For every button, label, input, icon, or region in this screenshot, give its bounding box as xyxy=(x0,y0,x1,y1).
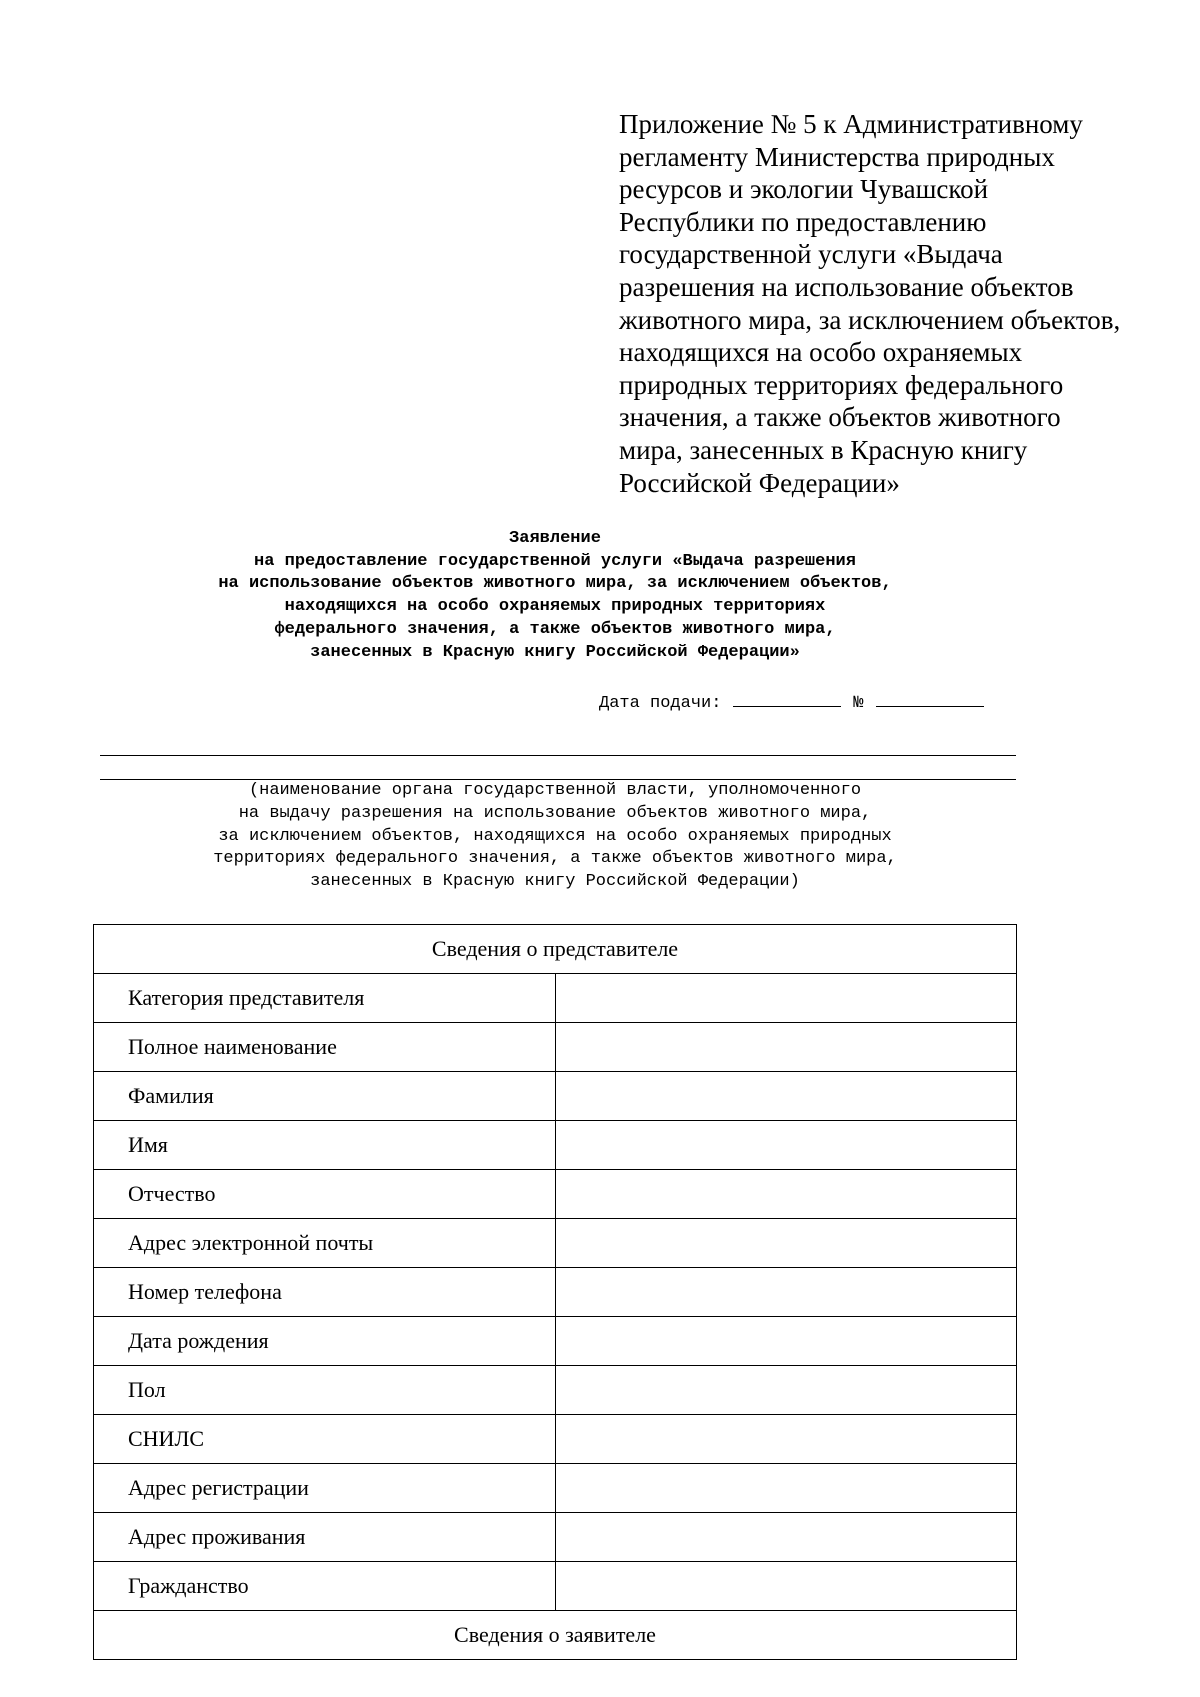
appendix-line: находящихся на особо охраняемых xyxy=(619,337,1023,368)
appendix-line: природных территориях федерального xyxy=(619,369,1064,400)
section-header-row xyxy=(94,1611,1017,1660)
field-label: Фамилия xyxy=(94,1072,556,1121)
field-label: СНИЛС xyxy=(94,1415,556,1464)
field-label: Полное наименование xyxy=(94,1023,556,1072)
appendix-line: регламенту Министерства природных xyxy=(619,141,1055,172)
submission-date-line xyxy=(599,690,984,715)
caption-line: (наименование органа государственной власти, уполномоченного xyxy=(248,781,862,800)
appendix-line: Российской Федерации» xyxy=(619,467,900,498)
appendix-line: Приложение № 5 к Административному xyxy=(619,109,1083,139)
table-row xyxy=(94,1121,1017,1170)
field-label: Адрес проживания xyxy=(94,1513,556,1562)
field-value-cell[interactable] xyxy=(555,1023,1017,1072)
appendix-line: мира, занесенных в Красную книгу xyxy=(619,434,1028,465)
field-label: Номер телефона xyxy=(94,1268,556,1317)
table-row xyxy=(94,1219,1017,1268)
table-row xyxy=(94,1317,1017,1366)
appendix-line: государственной услуги «Выдача xyxy=(619,239,1003,270)
field-label: Дата рождения xyxy=(94,1317,556,1366)
representative-form-table xyxy=(93,924,1017,1660)
table-row xyxy=(94,1415,1017,1464)
field-value-cell[interactable] xyxy=(555,1464,1017,1513)
appendix-line: ресурсов и экологии Чувашской xyxy=(619,174,989,205)
authority-name-line-1[interactable] xyxy=(100,755,1016,756)
field-value-cell[interactable] xyxy=(555,1513,1017,1562)
field-value-cell[interactable] xyxy=(555,1366,1017,1415)
caption-line: на выдачу разрешения на использование объектов животного мира, xyxy=(238,803,872,823)
section-header-row xyxy=(94,925,1017,974)
title-line: занесенных в Красную книгу Российской Федерации» xyxy=(310,642,800,662)
table-row xyxy=(94,1366,1017,1415)
appendix-line: значения, а также объектов животного xyxy=(619,402,1061,433)
field-value-cell[interactable] xyxy=(555,1072,1017,1121)
table-row xyxy=(94,1464,1017,1513)
appendix-line: разрешения на использование объектов xyxy=(619,271,1074,302)
title-line: находящихся на особо охраняемых природных территориях xyxy=(284,597,826,617)
field-label: Адрес электронной почты xyxy=(94,1219,556,1268)
table-row xyxy=(94,974,1017,1023)
table-row xyxy=(94,1170,1017,1219)
appendix-line: Республики по предоставлению xyxy=(619,206,987,237)
applicant-section-header: Сведения о заявителе xyxy=(94,1611,1017,1660)
field-value-cell[interactable] xyxy=(555,1562,1017,1611)
field-value-cell[interactable] xyxy=(555,1121,1017,1170)
field-label: Имя xyxy=(94,1121,556,1170)
number-label: № xyxy=(853,694,864,713)
field-value-cell[interactable] xyxy=(555,1268,1017,1317)
field-value-cell[interactable] xyxy=(555,1219,1017,1268)
field-value-cell[interactable] xyxy=(555,1170,1017,1219)
table-row xyxy=(94,1513,1017,1562)
date-blank-field[interactable] xyxy=(733,690,841,707)
field-label: Отчество xyxy=(94,1170,556,1219)
field-label: Гражданство xyxy=(94,1562,556,1611)
title-line: федерального значения, а также объектов животного мира, xyxy=(274,619,836,639)
caption-line: за исключением объектов, находящихся на особо охраняемых природных xyxy=(218,826,892,846)
caption-line: занесенных в Красную книгу Российской Федерации) xyxy=(310,872,800,892)
field-value-cell[interactable] xyxy=(555,974,1017,1023)
title-line: Заявление xyxy=(509,529,601,548)
representative-section-header: Сведения о представителе xyxy=(94,925,1017,974)
field-label: Пол xyxy=(94,1366,556,1415)
table-row xyxy=(94,1072,1017,1121)
field-value-cell[interactable] xyxy=(555,1317,1017,1366)
date-label: Дата подачи: xyxy=(599,694,722,713)
table-row xyxy=(94,1268,1017,1317)
authority-caption xyxy=(95,780,1015,894)
table-row xyxy=(94,1562,1017,1611)
application-title xyxy=(95,528,1015,664)
appendix-line: животного мира, за исключением объектов, xyxy=(619,304,1121,335)
number-blank-field[interactable] xyxy=(876,690,984,707)
title-line: на использование объектов животного мира, за исключением объектов, xyxy=(218,574,892,594)
caption-line: территориях федерального значения, а также объектов животного мира, xyxy=(213,849,897,869)
title-line: на предоставление государственной услуги «Выдача разрешения xyxy=(254,551,856,571)
field-label: Адрес регистрации xyxy=(94,1464,556,1513)
field-value-cell[interactable] xyxy=(555,1415,1017,1464)
table-row xyxy=(94,1023,1017,1072)
appendix-note xyxy=(619,108,1159,499)
field-label: Категория представителя xyxy=(94,974,556,1023)
